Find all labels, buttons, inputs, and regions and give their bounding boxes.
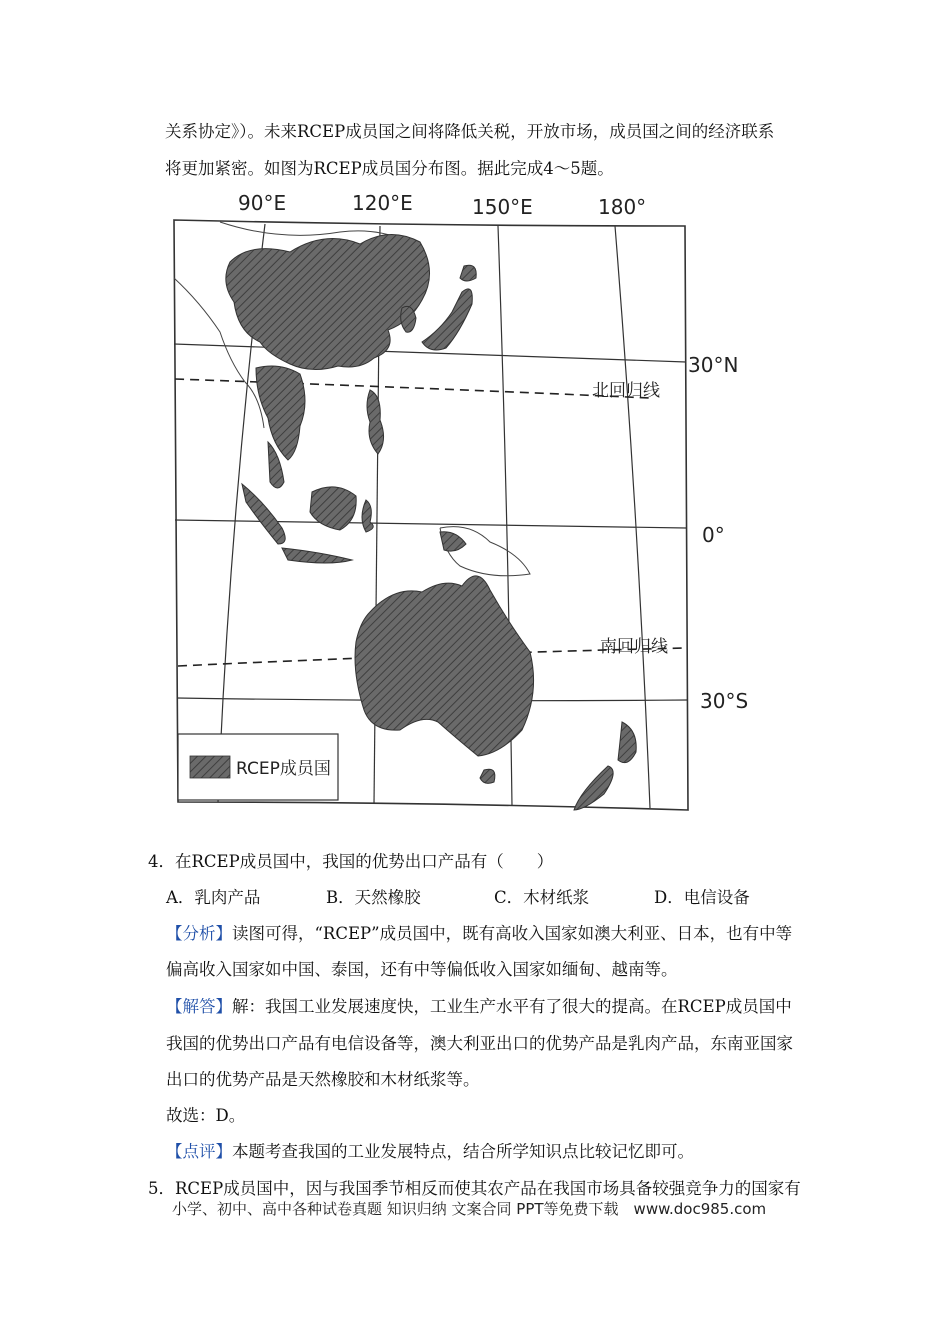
answer-text-2: 我国的优势出口产品有电信设备等，澳大利亚出口的优势产品是乳肉产品，东南亚国家 [166,1034,793,1053]
lat-label-0: 0° [702,523,725,547]
q4-option-a: A．乳肉产品 [166,888,261,907]
answer-line-1 [166,993,792,1017]
comment-line [166,1138,694,1162]
footer-text: 小学、初中、高中各种试卷真题 知识归纳 文案合同 PPT等免费下载 www.doc985.com [172,1200,767,1218]
lat-label-30n: 30°N [688,353,739,377]
lon-label-180: 180° [598,195,647,219]
comment-text: 本题考查我国的工业发展特点，结合所学知识点比较记忆即可。 [232,1142,694,1161]
lon-label-120e: 120°E [352,191,413,215]
q4-option-d: D．电信设备 [654,888,750,907]
lon-label-90e: 90°E [238,191,287,215]
analysis-tag: 【分析】 [166,924,232,943]
comment-tag: 【点评】 [166,1142,232,1161]
analysis-line-1 [166,920,792,944]
q4-option-c: C．木材纸浆 [494,888,590,907]
answer-tag: 【解答】 [166,997,232,1016]
tropic-north-label: 北回归线 [592,381,660,401]
answer-text-3: 出口的优势产品是天然橡胶和木材纸浆等。 [166,1070,480,1089]
legend-label: RCEP成员国 [236,759,331,779]
rcep-map [160,182,749,822]
q4-options [166,884,750,908]
intro-line-2: 将更加紧密。如图为RCEP成员国分布图。据此完成4～5题。 [165,159,614,178]
lon-label-150e: 150°E [472,195,533,219]
intro-line-1: 关系协定》）。未来RCEP成员国之间将降低关税，开放市场，成员国之间的经济联系 [165,122,775,141]
analysis-text-2: 偏高收入国家如中国、泰国，还有中等偏低收入国家如缅甸、越南等。 [166,960,678,979]
tropic-south-label: 南回归线 [600,637,668,657]
answer-text-1: 解：我国工业发展速度快，工业生产水平有了很大的提高。在RCEP成员国中 [232,997,792,1016]
q4-option-b: B．天然橡胶 [326,888,421,907]
analysis-text-1: 读图可得，“RCEP”成员国中，既有高收入国家如澳大利亚、日本，也有中等 [232,924,793,943]
choice-text: 故选：D。 [166,1106,246,1125]
q4-stem: 4．在RCEP成员国中，我国的优势出口产品有（ ） [148,852,554,871]
lat-label-30s: 30°S [700,689,749,713]
legend [178,734,338,800]
legend-swatch [190,756,230,778]
q5-stem: 5．RCEP成员国中，因与我国季节相反而使其农产品在我国市场具备较强竞争力的国家有 [148,1179,801,1198]
